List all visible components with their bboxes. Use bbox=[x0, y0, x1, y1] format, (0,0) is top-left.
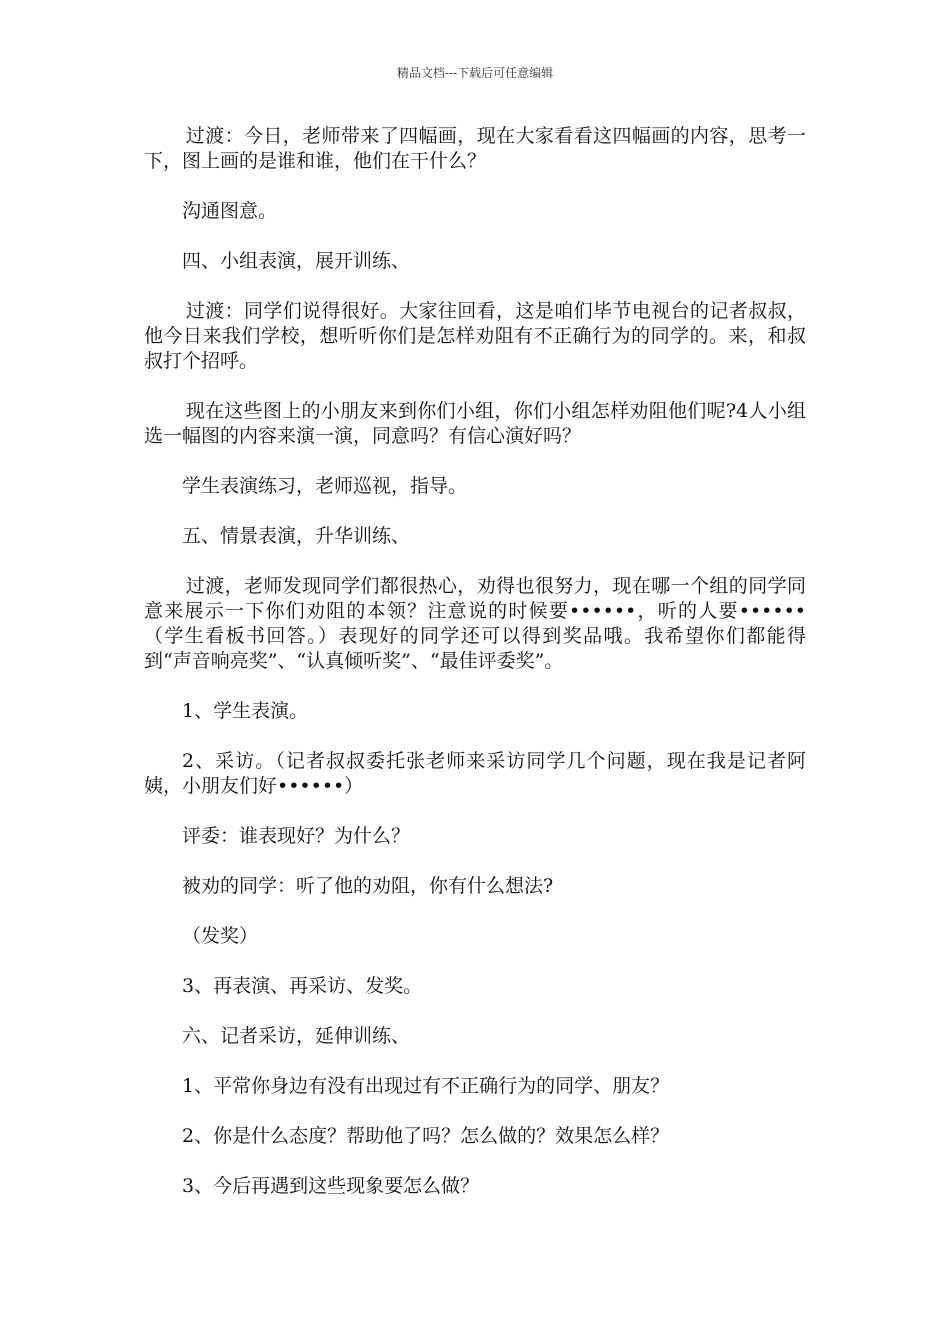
document-body bbox=[144, 124, 806, 1224]
question-item-2: 2、你是什么态度？帮助他了吗？怎么做的？效果怎么样？ bbox=[182, 1125, 670, 1147]
section-heading-four: 四、小组表演，展开训练、 bbox=[182, 250, 411, 272]
question-item-3: 3、今后再遇到这些现象要怎么做？ bbox=[182, 1175, 480, 1197]
paragraph-practice: 学生表演练习，老师巡视，指导。 bbox=[182, 475, 468, 497]
paragraph-award: （发奖） bbox=[182, 925, 259, 947]
list-item-repeat: 3、再表演、再采访、发奖。 bbox=[182, 975, 423, 997]
paragraph-transition-awards: 过渡，老师发现同学们都很热心，劝得也很努力，现在哪一个组的同学同意来展示一下你们劝阻的本领？注意说的时候要••••••，听的人要••••••（学生看板书回答。）表现好的同学还可以得到奖品哦。我希望你们都能得到“声音响亮奖”、“认真倾听奖”、“最佳评委奖”。 bbox=[144, 575, 806, 672]
paragraph-transition-reporter: 过渡：同学们说得很好。大家往回看，这是咱们毕节电视台的记者叔叔，他今日来我们学校，想听听你们是怎样劝阻有不正确行为的同学的。来，和叔叔打个招呼。 bbox=[144, 300, 806, 372]
section-heading-five: 五、情景表演，升华训练、 bbox=[182, 525, 411, 547]
list-item-perform: 1、学生表演。 bbox=[182, 700, 309, 722]
question-item-1: 1、平常你身边有没有出现过有不正确行为的同学、朋友？ bbox=[182, 1075, 670, 1097]
section-heading-six: 六、记者采访，延伸训练、 bbox=[182, 1025, 411, 1047]
paragraph-transition-pictures: 过渡：今日，老师带来了四幅画，现在大家看看这四幅画的内容，思考一下，图上画的是谁和谁，他们在干什么？ bbox=[144, 125, 806, 172]
list-item-interview: 2、采访。（记者叔叔委托张老师来采访同学几个问题，现在我是记者阿姨，小朋友们好••••••） bbox=[144, 750, 806, 797]
paragraph-judges: 评委：谁表现好？为什么？ bbox=[182, 825, 411, 847]
page-header: 精品文档---下载后可任意编辑 bbox=[396, 66, 554, 80]
paragraph-communicate: 沟通图意。 bbox=[182, 200, 278, 222]
paragraph-group-act: 现在这些图上的小朋友来到你们小组，你们小组怎样劝阻他们呢?4人小组选一幅图的内容来演一演，同意吗？有信心演好吗？ bbox=[144, 400, 806, 447]
paragraph-persuaded: 被劝的同学：听了他的劝阻，你有什么想法? bbox=[182, 875, 554, 897]
